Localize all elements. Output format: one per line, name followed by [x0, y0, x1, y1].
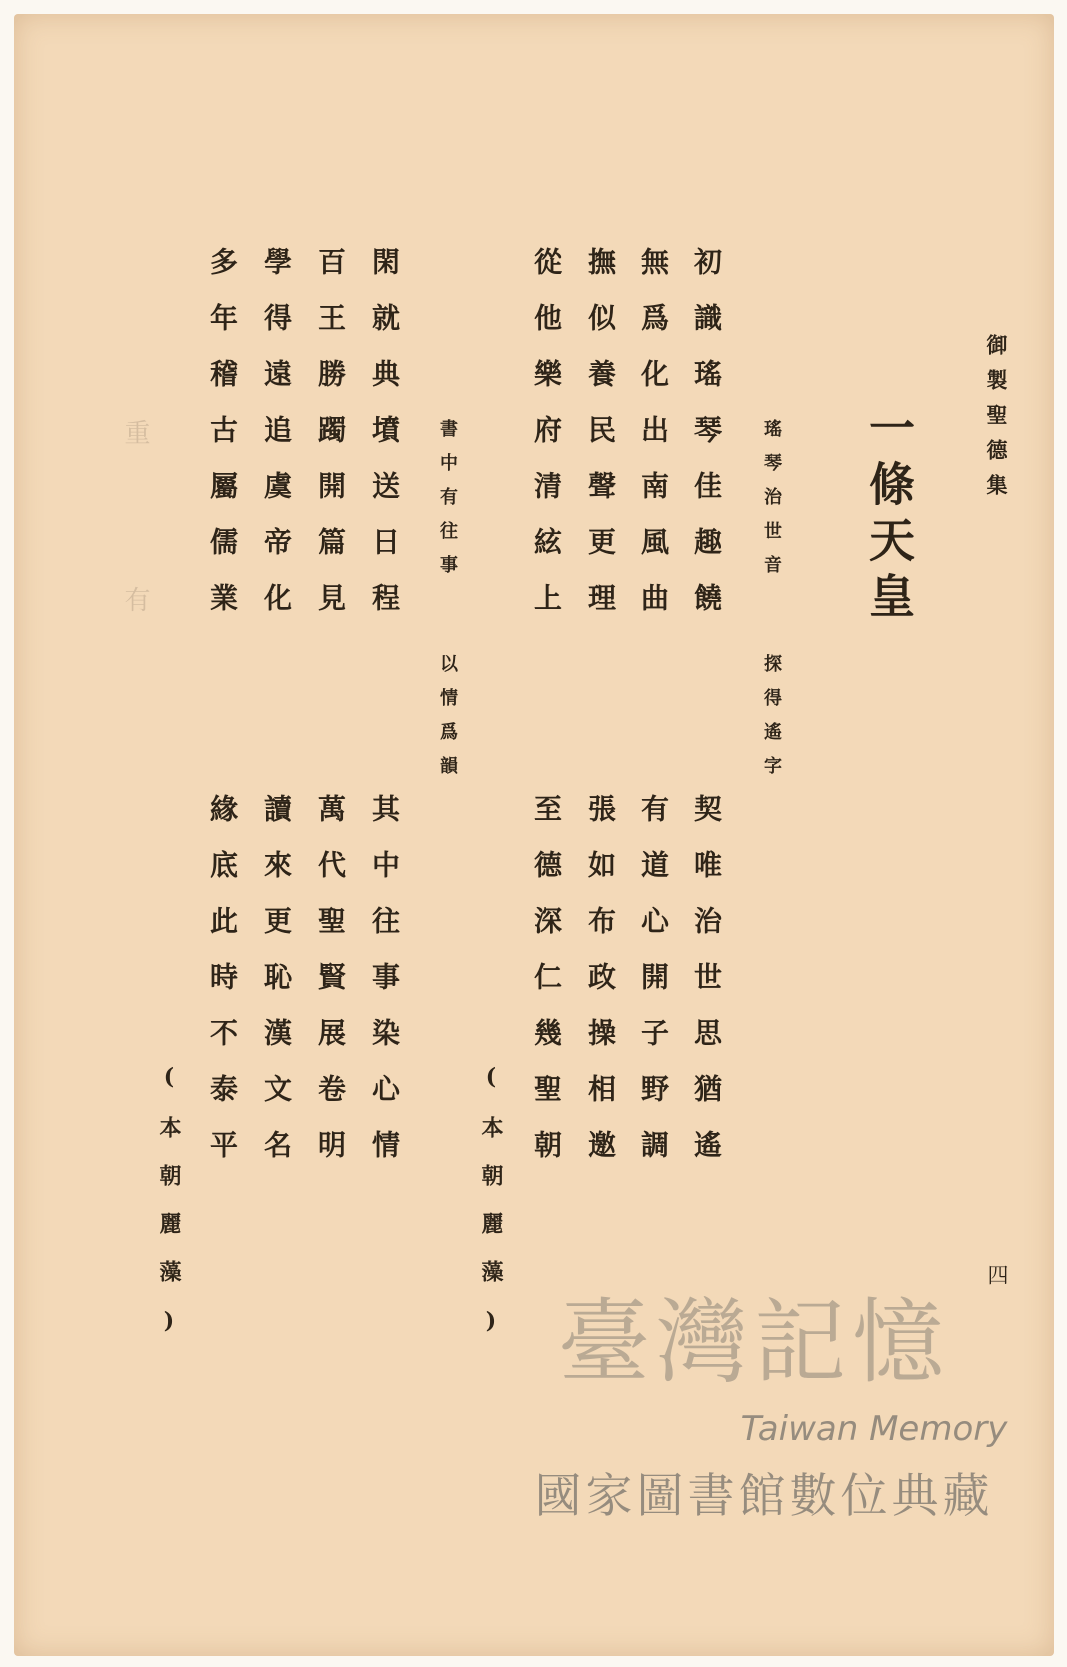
poem-line: 多年稽古屬儒業 — [206, 247, 239, 639]
book-page — [14, 14, 1054, 1656]
poem-line: 萬代聖賢展卷明 — [314, 794, 347, 1186]
poem-subtitle: 以情爲韻 — [437, 654, 458, 790]
bleed-through-column: 重 — [120, 419, 150, 475]
poem-line: 初識瑤琴佳趣饒 — [690, 247, 723, 639]
poem-line: 契唯治世思猶遙 — [690, 794, 723, 1186]
watermark-english: Taiwan Memory — [740, 1409, 1008, 1449]
poem-line: 無爲化出南風曲 — [637, 247, 670, 639]
poem-line: 百王勝躅開篇見 — [314, 247, 347, 639]
watermark-logo: 臺灣記憶 — [557, 1289, 950, 1396]
poem-subtitle: 書中有往事 — [437, 419, 458, 589]
bleed-through-column: 有 — [120, 586, 150, 642]
poem-line: 撫似養民聲更理 — [584, 247, 617, 639]
poem-subtitle: 探得遙字 — [761, 654, 782, 790]
poem-author: 一條天皇 — [862, 404, 916, 628]
poem-attribution: (本朝麗藻) — [478, 1064, 504, 1360]
poem-line: 張如布政操相邀 — [584, 794, 617, 1186]
poem-line: 至德深仁幾聖朝 — [530, 794, 563, 1186]
poem-attribution: (本朝麗藻) — [156, 1064, 182, 1360]
page-number: 四 — [985, 1264, 1009, 1285]
poem-line: 從他樂府清絃上 — [530, 247, 563, 639]
poem-line: 學得遠追虞帝化 — [260, 247, 293, 639]
poem-line: 其中往事染心情 — [368, 794, 401, 1186]
poem-line: 緣底此時不泰平 — [206, 794, 239, 1186]
poem-line: 讀來更恥漢文名 — [260, 794, 293, 1186]
poem-subtitle: 瑤琴治世音 — [761, 419, 782, 589]
book-title: 御製聖德集 — [984, 334, 1009, 509]
poem-line: 有道心開子野調 — [637, 794, 670, 1186]
poem-line: 閑就典墳送日程 — [368, 247, 401, 639]
watermark-org: 國家圖書館數位典藏 — [534, 1469, 994, 1524]
